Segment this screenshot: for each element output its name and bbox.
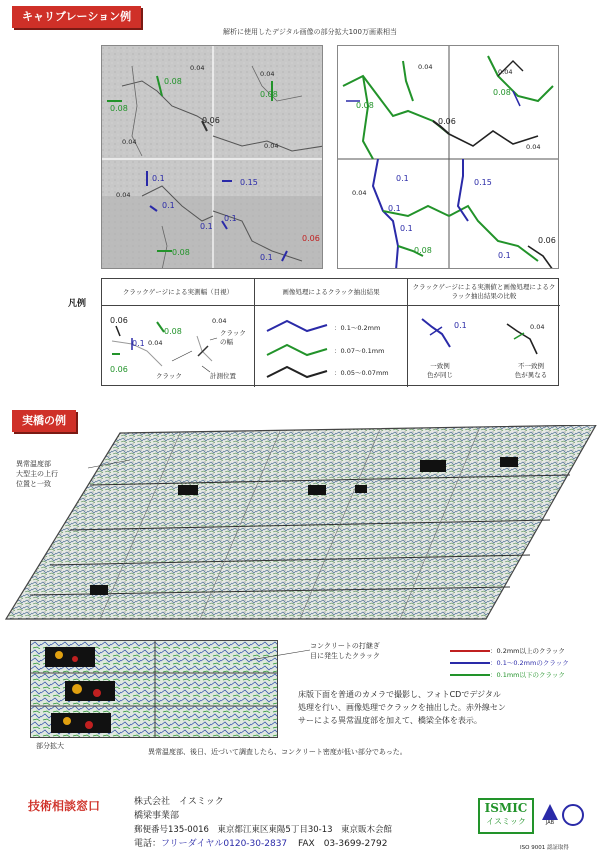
footer-info — [134, 795, 464, 851]
label-0.06-c: 0.06 — [202, 116, 220, 125]
label-0.08-c: 0.08 — [260, 90, 278, 99]
right-label-0.1-e: 0.1 — [400, 224, 413, 233]
calibration-extract-panel — [337, 45, 559, 269]
legend-c1-0.06b: 0.06 — [110, 365, 128, 374]
label-0.08-b: 0.08 — [110, 104, 128, 113]
contact-line — [134, 837, 464, 851]
legend-col2-header: 画像処理によるクラック抽出結果 — [282, 288, 380, 296]
legend-range-3: ：0.05〜0.07mm — [334, 369, 389, 377]
legend-c1-0.04b: 0.04 — [148, 339, 163, 347]
address: 郵便番号135-0016 東京都江東区東陽5丁目30-13 東京販木会館 — [134, 825, 393, 835]
footer-heading: 技術相談窓口 — [28, 799, 101, 813]
section-title-calibration: キャリブレーション例 — [12, 6, 141, 28]
legend-c1-0.04: 0.04 — [212, 317, 227, 325]
legend-c1-0.1: 0.1 — [132, 339, 145, 348]
joint-crack-callout: コンクリートの打継ぎ 目に発生したクラック — [310, 642, 380, 660]
label-0.1-e: 0.1 — [200, 222, 213, 231]
abnormal-temp-note: 異常温度部 大型主の上行 位置と一致 — [16, 460, 58, 488]
right-label-0.06-c: 0.06 — [438, 117, 456, 126]
label-0.04-d: 0.04 — [264, 142, 279, 150]
legend-col3-header: クラックゲージによる実測値と画像処理によるクラック抽出結果の比較 — [412, 283, 556, 300]
label-0.08-a: 0.08 — [164, 77, 182, 86]
crack-extraction-image — [338, 46, 559, 269]
legend-mismatch-example: 不一致例 色が異なる — [514, 362, 548, 379]
legend-crack-label: クラック — [156, 372, 182, 380]
key-label-green: ：0.1mm以下のクラック — [490, 670, 565, 679]
key-row-blue — [450, 657, 590, 669]
legend-c1-0.08: 0.08 — [164, 327, 182, 336]
legend-match-example: 一致例 色が同じ — [427, 362, 453, 379]
legend-col1-header: クラックゲージによる実測幅（目視） — [122, 288, 234, 296]
legend-measure-pos-label: 計測位置 — [210, 372, 236, 380]
label-0.04-e: 0.04 — [116, 191, 131, 199]
department-name: 橋梁事業部 — [134, 811, 180, 821]
right-label-0.08-a: 0.08 — [356, 101, 374, 110]
ismic-logo — [478, 798, 534, 834]
right-label-0.15-d: 0.15 — [474, 178, 492, 187]
company-name: 株式会社 イスミック — [134, 797, 224, 807]
right-label-0.04-b: 0.04 — [498, 68, 513, 76]
label-0.04-a: 0.04 — [190, 64, 205, 72]
zoom-images — [31, 641, 278, 738]
bridge-deck-image — [0, 425, 600, 635]
label-0.04-b: 0.04 — [260, 70, 275, 78]
key-swatch-blue — [450, 662, 490, 664]
crack-color-key — [450, 645, 590, 681]
section-title-example: 実橋の例 — [12, 410, 76, 432]
zoom-label: 部分拡大 — [36, 742, 64, 750]
legend-box — [101, 278, 559, 386]
key-row-green — [450, 669, 590, 681]
label-0.1-d: 0.1 — [152, 174, 165, 183]
legend-c3-0.04: 0.04 — [530, 323, 545, 331]
right-label-0.04-d: 0.04 — [352, 189, 367, 197]
label-0.06-f: 0.06 — [302, 234, 320, 243]
key-swatch-red — [450, 650, 490, 652]
key-row-red — [450, 645, 590, 657]
label-0.04-c: 0.04 — [122, 138, 137, 146]
right-label-0.1-d2: 0.1 — [388, 204, 401, 213]
right-label-0.1-f: 0.1 — [498, 251, 511, 260]
label-0.15-d: 0.15 — [240, 178, 258, 187]
jab-mark — [540, 804, 560, 830]
legend-line-samples — [262, 313, 332, 383]
zoom-panel — [30, 640, 278, 738]
legend-c3-0.1: 0.1 — [454, 321, 467, 330]
example-description: 床版下面を普通のカメラで撮影し、フォトCDでデジタル処理を行い、画像処理でクラックを抽出した。赤外線センサーによる異常温度部を加えて、橋梁全体を表示。 — [298, 690, 506, 725]
legend-title: 凡例 — [68, 299, 87, 309]
jab-icon — [542, 804, 558, 820]
crack-photo-image — [102, 46, 323, 269]
logo-sub: イスミック — [486, 817, 526, 826]
right-label-0.08-e: 0.08 — [414, 246, 432, 255]
key-label-blue: ：0.1〜0.2mmのクラック — [490, 658, 569, 667]
legend-c1-0.06: 0.06 — [110, 316, 128, 325]
legend-range-1: ：0.1〜0.2mm — [334, 324, 381, 332]
label-0.1-d2: 0.1 — [162, 201, 175, 210]
callout-line — [250, 645, 320, 665]
fax-number: FAX 03-3699-2792 — [298, 839, 388, 849]
calibration-caption: 解析に使用したデジタル画像の部分拡大100万画素相当 — [223, 28, 397, 36]
key-label-red: ：0.2mm以上のクラック — [490, 646, 565, 655]
label-0.08-e: 0.08 — [172, 248, 190, 257]
label-0.1-e2: 0.1 — [224, 214, 237, 223]
right-label-0.06-f: 0.06 — [538, 236, 556, 245]
label-0.1-f: 0.1 — [260, 253, 273, 262]
legend-compare-diagram — [412, 309, 556, 359]
right-label-0.04-a: 0.04 — [418, 63, 433, 71]
phone-number[interactable]: フリーダイヤル0120-30-2837 — [161, 839, 288, 849]
jab-label: JAB — [545, 820, 555, 826]
iso-label: ISO 9001 認証取得 — [520, 845, 569, 851]
legend-crack-width-label: クラックの幅 — [220, 329, 246, 346]
key-swatch-green — [450, 674, 490, 676]
calibration-photo-panel — [101, 45, 323, 269]
logo-text: ISMIC — [484, 801, 528, 815]
right-label-0.1-d: 0.1 — [396, 174, 409, 183]
iso-cert-mark — [562, 804, 584, 826]
phone-label: 電話： — [134, 839, 162, 849]
right-label-0.08-b: 0.08 — [493, 88, 511, 97]
right-label-0.04-c: 0.04 — [526, 143, 541, 151]
legend-range-2: ：0.07〜0.1mm — [334, 347, 385, 355]
bottom-note: 異常温度部、後日、近づいて調査したら、コンクリート密度が低い部分であった。 — [148, 748, 407, 756]
